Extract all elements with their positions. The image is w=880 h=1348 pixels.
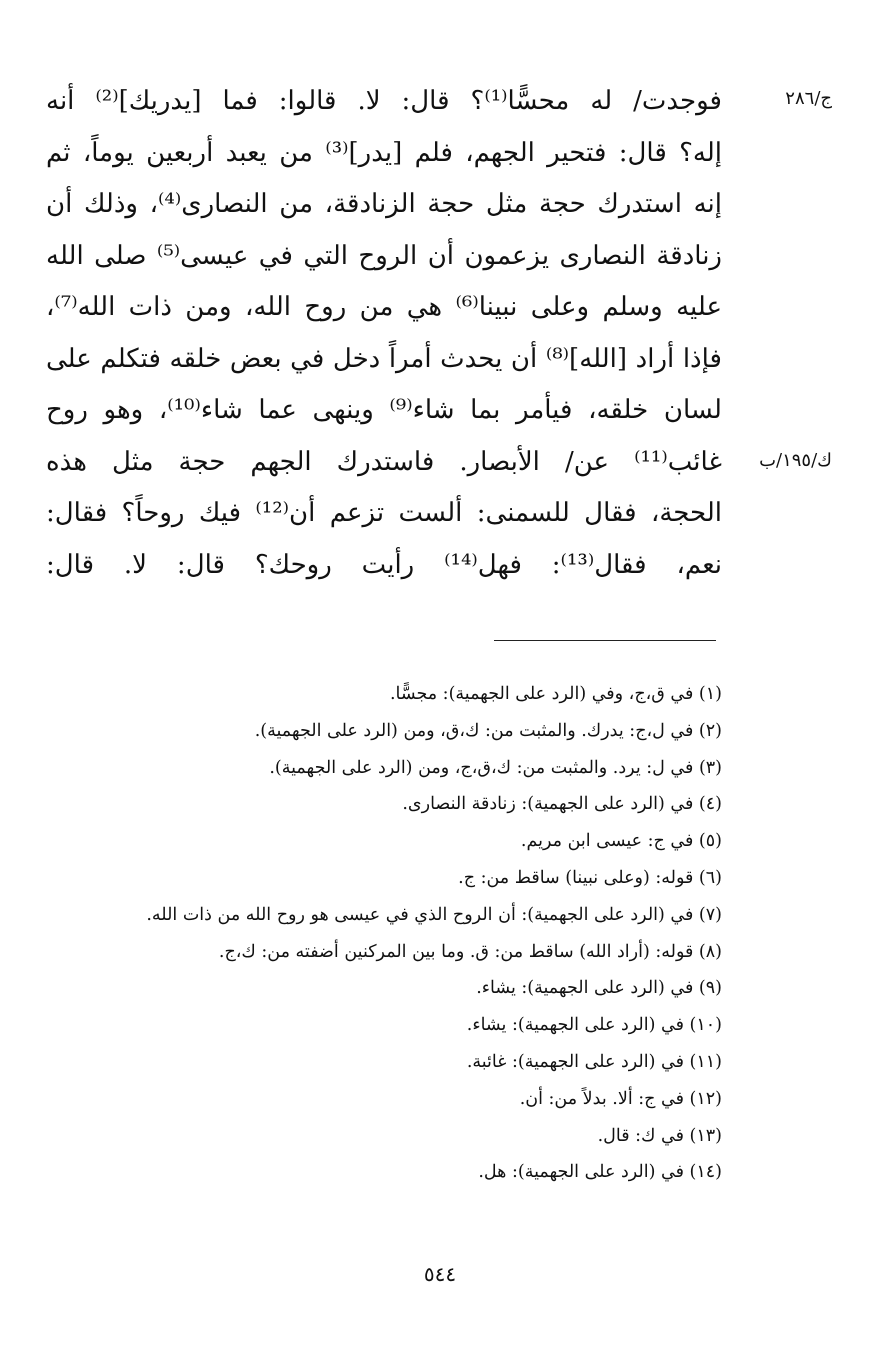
footnote-separator [494,640,716,641]
footnote: (٩) في (الرد على الجهمية): يشاء. [476,978,722,999]
main-text-line: الحجة، فقال للسمنى: ألست تزعم أن⁽¹²⁾ فيك روحاً؟ فقال: [46,498,722,528]
main-text-line: إنه استدرك حجة مثل حجة الزنادقة، من النصارى⁽⁴⁾، وذلك أن [46,189,723,219]
footnote: (١٣) في ك: قال. [597,1125,722,1146]
main-text-line: لسان خلقه، فيأمر بما شاء⁽⁹⁾ وينهى عما شاء⁽¹⁰⁾، وهو روح [46,395,722,425]
footnote: (١٢) في ج: ألا. بدلاً من: أن. [519,1088,722,1109]
margin-note-manuscript-ref: ك/١٩٥/ب [759,450,832,471]
margin-note-manuscript-ref: ج/٢٨٦ [785,88,832,109]
main-text-line: فإذا أراد [الله]⁽⁸⁾ أن يحدث أمراً دخل في بعض خلقه فتكلم على [46,343,722,374]
footnote: (٣) في ل: يرد. والمثبت من: ك،ق،ج، ومن (الرد على الجهمية). [269,757,722,778]
main-text-line: إله؟ قال: فتحير الجهم، فلم [يدر]⁽³⁾ من يعبد أربعين يوماً، ثم [46,137,722,168]
main-text-line: غائب⁽¹¹⁾ عن/ الأبصار. فاستدرك الجهم حجة مثل هذه [46,446,722,477]
footnote: (٤) في (الرد على الجهمية): زنادقة النصارى. [402,794,722,815]
footnote: (٨) قوله: (أراد الله) ساقط من: ق. وما بين المركنين أضفته من: ك،ج. [218,941,722,962]
footnote: (٧) في (الرد على الجهمية): أن الروح الذي في عيسى هو روح الله من ذات الله. [146,904,722,925]
footnote: (٢) في ل،ج: يدرك. والمثبت من: ك،ق، ومن (الرد على الجهمية). [254,720,722,741]
main-text-line: عليه وسلم وعلى نبينا⁽⁶⁾ هي من روح الله، ومن ذات الله⁽⁷⁾، [46,292,722,322]
footnote: (٦) قوله: (وعلى نبينا) ساقط من: ج. [458,867,722,888]
main-text-body [46,76,722,591]
main-text-line: زنادقة النصارى يزعمون أن الروح التي في عيسى⁽⁵⁾ صلى الله [46,240,722,271]
main-text-line: فوجدت/ له محسًّا⁽¹⁾؟ قال: لا. قالوا: فما [يدريك]⁽²⁾ أنه [46,86,722,116]
footnote: (١١) في (الرد على الجهمية): غائبة. [466,1051,722,1072]
footnote: (٥) في ج: عيسى ابن مريم. [520,831,722,852]
footnote: (١) في ق،ج، وفي (الرد على الجهمية): مجسًّا. [389,684,722,704]
footnotes-list [22,676,722,1191]
main-text-line: نعم، فقال⁽¹³⁾: فهل⁽¹⁴⁾ رأيت روحك؟ قال: لا. قال: [46,549,722,580]
footnote: (١٤) في (الرد على الجهمية): هل. [478,1162,722,1183]
footnote: (١٠) في (الرد على الجهمية): يشاء. [466,1015,722,1036]
page-number: ٥٤٤ [423,1262,457,1286]
